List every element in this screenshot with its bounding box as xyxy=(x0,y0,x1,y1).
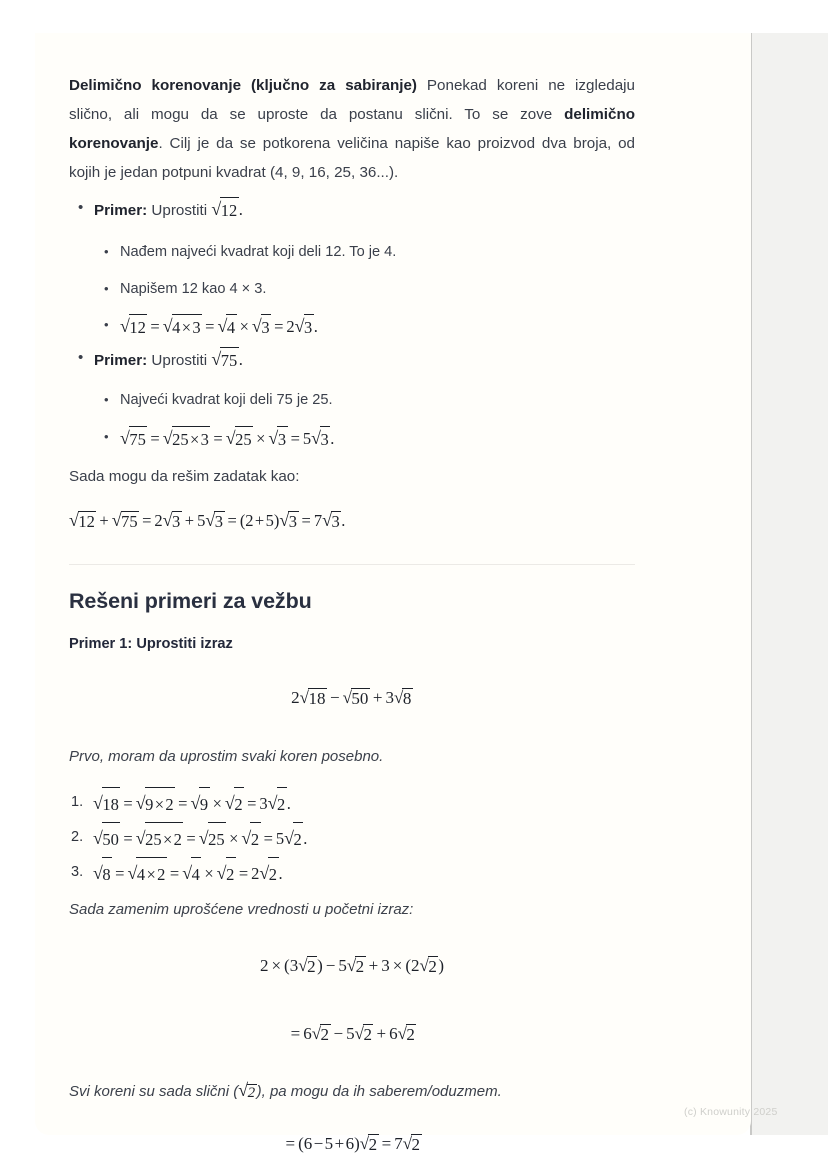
section-divider xyxy=(69,564,635,565)
example-12-step-1: Nađem najveći kvadrat koji deli 12. To je 4. xyxy=(120,244,397,260)
lead-text-1: Ponekad koreni ne izgledaju slično, ali mogu da se uproste da postanu slični. To se zove xyxy=(69,77,636,123)
watermark-label: (c) Knowunity 2025 xyxy=(684,1106,778,1118)
lead-text-2: . Cilj je da se potkorena veličina napiše kao proizvod dva broja, od kojih je jedan potpuni kvadrat (4, 9, 16, 25, 36...). xyxy=(69,135,635,181)
list-item xyxy=(95,313,635,341)
right-gutter-panel xyxy=(752,33,828,1135)
example-12-label: Primer: xyxy=(94,202,148,219)
example-75-steps xyxy=(95,388,635,453)
note-like-terms-root: √2 xyxy=(238,1080,256,1101)
list-item xyxy=(69,786,635,821)
example-list-12 xyxy=(69,196,635,224)
display-expression-initial: 2√18 − √50 + 3√8 xyxy=(291,688,412,708)
list-item xyxy=(95,277,635,302)
example-75-expression: √75. xyxy=(211,350,243,369)
note-simplify-each: Prvo, moram da uprostim svaki koren posebno. xyxy=(69,748,384,765)
simplify-steps-list xyxy=(69,786,635,891)
list-item-example-12-header xyxy=(69,196,635,224)
display-expression-combined: = 6√2 − 5√2 + 6√2 xyxy=(290,1024,415,1044)
display-expression-final: = (6 − 5 + 6)√2 = 7√2 xyxy=(285,1134,421,1154)
example-75-label: Primer: xyxy=(94,352,148,369)
note-like-terms-part1: Svi koreni su sada slični ( xyxy=(69,1083,239,1100)
example-75-prompt: Uprostiti xyxy=(151,352,208,369)
list-item-example-75-header xyxy=(69,346,635,374)
list-item xyxy=(69,821,635,856)
example-75-step-1: Najveći kvadrat koji deli 75 je 25. xyxy=(120,392,333,408)
closing-line: Sada mogu da rešim zadatak kao: xyxy=(69,468,300,485)
list-item xyxy=(95,240,635,265)
lead-paragraph xyxy=(69,71,635,187)
example-12-prompt: Uprostiti xyxy=(151,202,208,219)
lead-bold-term-2: delimično korenovanje xyxy=(69,106,635,152)
example-12-steps xyxy=(95,240,635,341)
example-12-step-2: Napišem 12 kao 4 × 3. xyxy=(120,281,267,297)
example-12-expression: √12. xyxy=(211,200,243,219)
example-12-step-3: √12 = √4 × 3 = √4 × √3 = 2√3. xyxy=(120,317,318,336)
simplify-step-2: √50 = √25 × 2 = √25 × √2 = 5√2. xyxy=(93,829,307,848)
display-expression-substituted: 2 × (3√2) − 5√2 + 3 × (2√2) xyxy=(259,956,445,976)
simplify-step-3: √8 = √4 × 2 = √4 × √2 = 2√2. xyxy=(93,864,283,883)
note-like-terms-part2: ), pa mogu da ih saberem/oduzmem. xyxy=(256,1083,502,1100)
closing-equation: √12 + √75 = 2√3 + 5√3 = (2 + 5)√3 = 7√3. xyxy=(69,510,346,531)
lead-bold-term: Delimično korenovanje (ključno za sabiranje) xyxy=(69,77,417,94)
note-substitute: Sada zamenim uprošćene vrednosti u početni izraz: xyxy=(69,901,414,918)
list-item xyxy=(69,856,635,891)
note-like-terms xyxy=(69,1080,635,1101)
page-title: Rešeni primeri za vežbu xyxy=(69,589,312,613)
example-list-75 xyxy=(69,346,635,374)
document-card xyxy=(35,33,751,1154)
example-subtitle: Primer 1: Uprostiti izraz xyxy=(69,636,233,652)
simplify-step-1: √18 = √9 × 2 = √9 × √2 = 3√2. xyxy=(93,794,291,813)
list-item xyxy=(95,425,635,453)
list-item xyxy=(95,388,635,413)
example-75-step-2: √75 = √25 × 3 = √25 × √3 = 5√3. xyxy=(120,429,334,448)
